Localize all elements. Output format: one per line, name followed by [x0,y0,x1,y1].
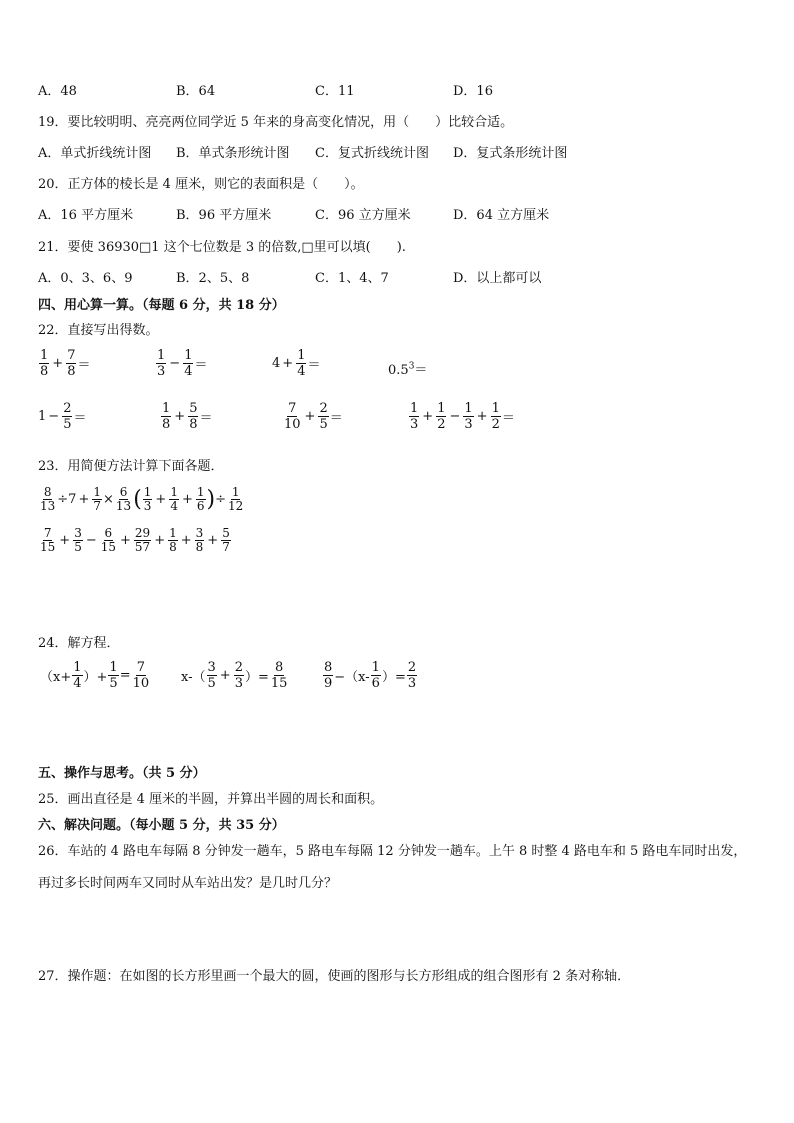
q24-stem: 24．解方程． [38,636,120,651]
section-4-title: 四、用心算一算。（每题 6 分，共 18 分） [38,298,285,313]
q21-option-d: D．以上都可以 [453,271,542,286]
q19-option-c: C．复式折线统计图 [315,146,429,161]
q20-option-b: B．96 平方厘米 [176,208,272,223]
q18-option-c: C．11 [315,84,355,99]
q22-expr-2: $\frac{1}{3}$ − $\frac{1}{4}$ ＝ [157,348,208,379]
q20-option-a: A．16 平方厘米 [38,208,134,223]
q27-stem: 27．操作题：在如图的长方形里画一个最大的圆，使画的图形与长方形组成的组合图形有 2 条对称轴． [38,969,631,984]
q20-option-d: D．64 立方厘米 [453,208,550,223]
q24-equation-2: x-（ $\frac{3}{5}$ + $\frac{2}{3}$ ）= $\frac{8}{15}$ [181,660,288,691]
q22-expr-6: $\frac{1}{8}$ + $\frac{5}{8}$ ＝ [162,401,213,432]
q20-option-c: C．96 立方厘米 [315,208,411,223]
q26-line-2: 再过多长时间两车又同时从车站出发？是几时几分？ [38,876,338,891]
q20-stem: 20．正方体的棱长是 4 厘米，则它的表面积是（ ）。 [38,177,364,192]
q22-stem: 22．直接写出得数。 [38,323,159,338]
q26-line-1: 26．车站的 4 路电车每隔 8 分钟发一趟车，5 路电车每隔 12 分钟发一趟车。上午 8 时整 4 路电车和 5 路电车同时出发， [38,844,747,859]
q19-option-b: B．单式条形统计图 [176,146,290,161]
q19-stem: 19．要比较明明、亮亮两位同学近 5 年来的身高变化情况，用（ ）比较合适。 [38,115,514,130]
q22-expr-7: $\frac{7}{10}$ + $\frac{2}{5}$ ＝ [284,401,343,432]
q21-option-a: A．0、3、6、9 [38,271,133,286]
q21-option-c: C．1、4、7 [315,271,389,286]
q25-stem: 25．画出直径是 4 厘米的半圆，并算出半圆的周长和面积。 [38,792,384,807]
q21-stem: 21．要使 36930□1 这个七位数是 3 的倍数,□里可以填( ). [38,240,406,255]
section-6-title: 六、解决问题。（每小题 5 分，共 35 分） [38,818,285,833]
q23-expr-2: $\frac{7}{15}$ + $\frac{3}{5}$ − $\frac{6}{15}$ + $\frac{29}{57}$ + $\frac{1}{8}$ + $\frac{3}{8}$ + $\frac{5}{7}$ [40,526,230,554]
q24-equation-1: （x+ $\frac{1}{4}$ ）+ $\frac{1}{5}$ = $\frac{7}{10}$ [40,660,150,691]
q22-expr-3: 4 + $\frac{1}{4}$ ＝ [272,348,321,379]
q21-option-b: B．2、5、8 [176,271,250,286]
q24-equation-3: $\frac{8}{9}$ −（x- $\frac{1}{6}$ ）= $\frac{2}{3}$ [324,660,417,691]
q22-expr-8: $\frac{1}{3}$ + $\frac{1}{2}$ − $\frac{1}{3}$ + $\frac{1}{2}$ ＝ [410,401,515,432]
q22-expr-1: $\frac{1}{8}$ + $\frac{7}{8}$ ＝ [40,348,91,379]
q19-option-a: A．单式折线统计图 [38,146,152,161]
q18-option-d: D．16 [453,84,493,99]
section-5-title: 五、操作与思考。（共 5 分） [38,766,206,781]
q22-expr-5: 1 − $\frac{2}{5}$ ＝ [38,401,87,432]
q18-option-b: B．64 [176,84,216,99]
q23-stem: 23．用简便方法计算下面各题． [38,459,224,474]
q18-option-a: A．48 [38,84,77,99]
q22-expr-4: $0.5^3=$ [388,361,428,378]
q19-option-d: D．复式条形统计图 [453,146,568,161]
q23-expr-1: $\frac{8}{13}$ ÷7 + $\frac{1}{7}$ × $\frac{6}{13}$ ( $\frac{1}{3}$ + $\frac{1}{4}$ + $\frac{1}{6}$ ) ÷ $\frac{1}{12}$ [40,485,244,513]
